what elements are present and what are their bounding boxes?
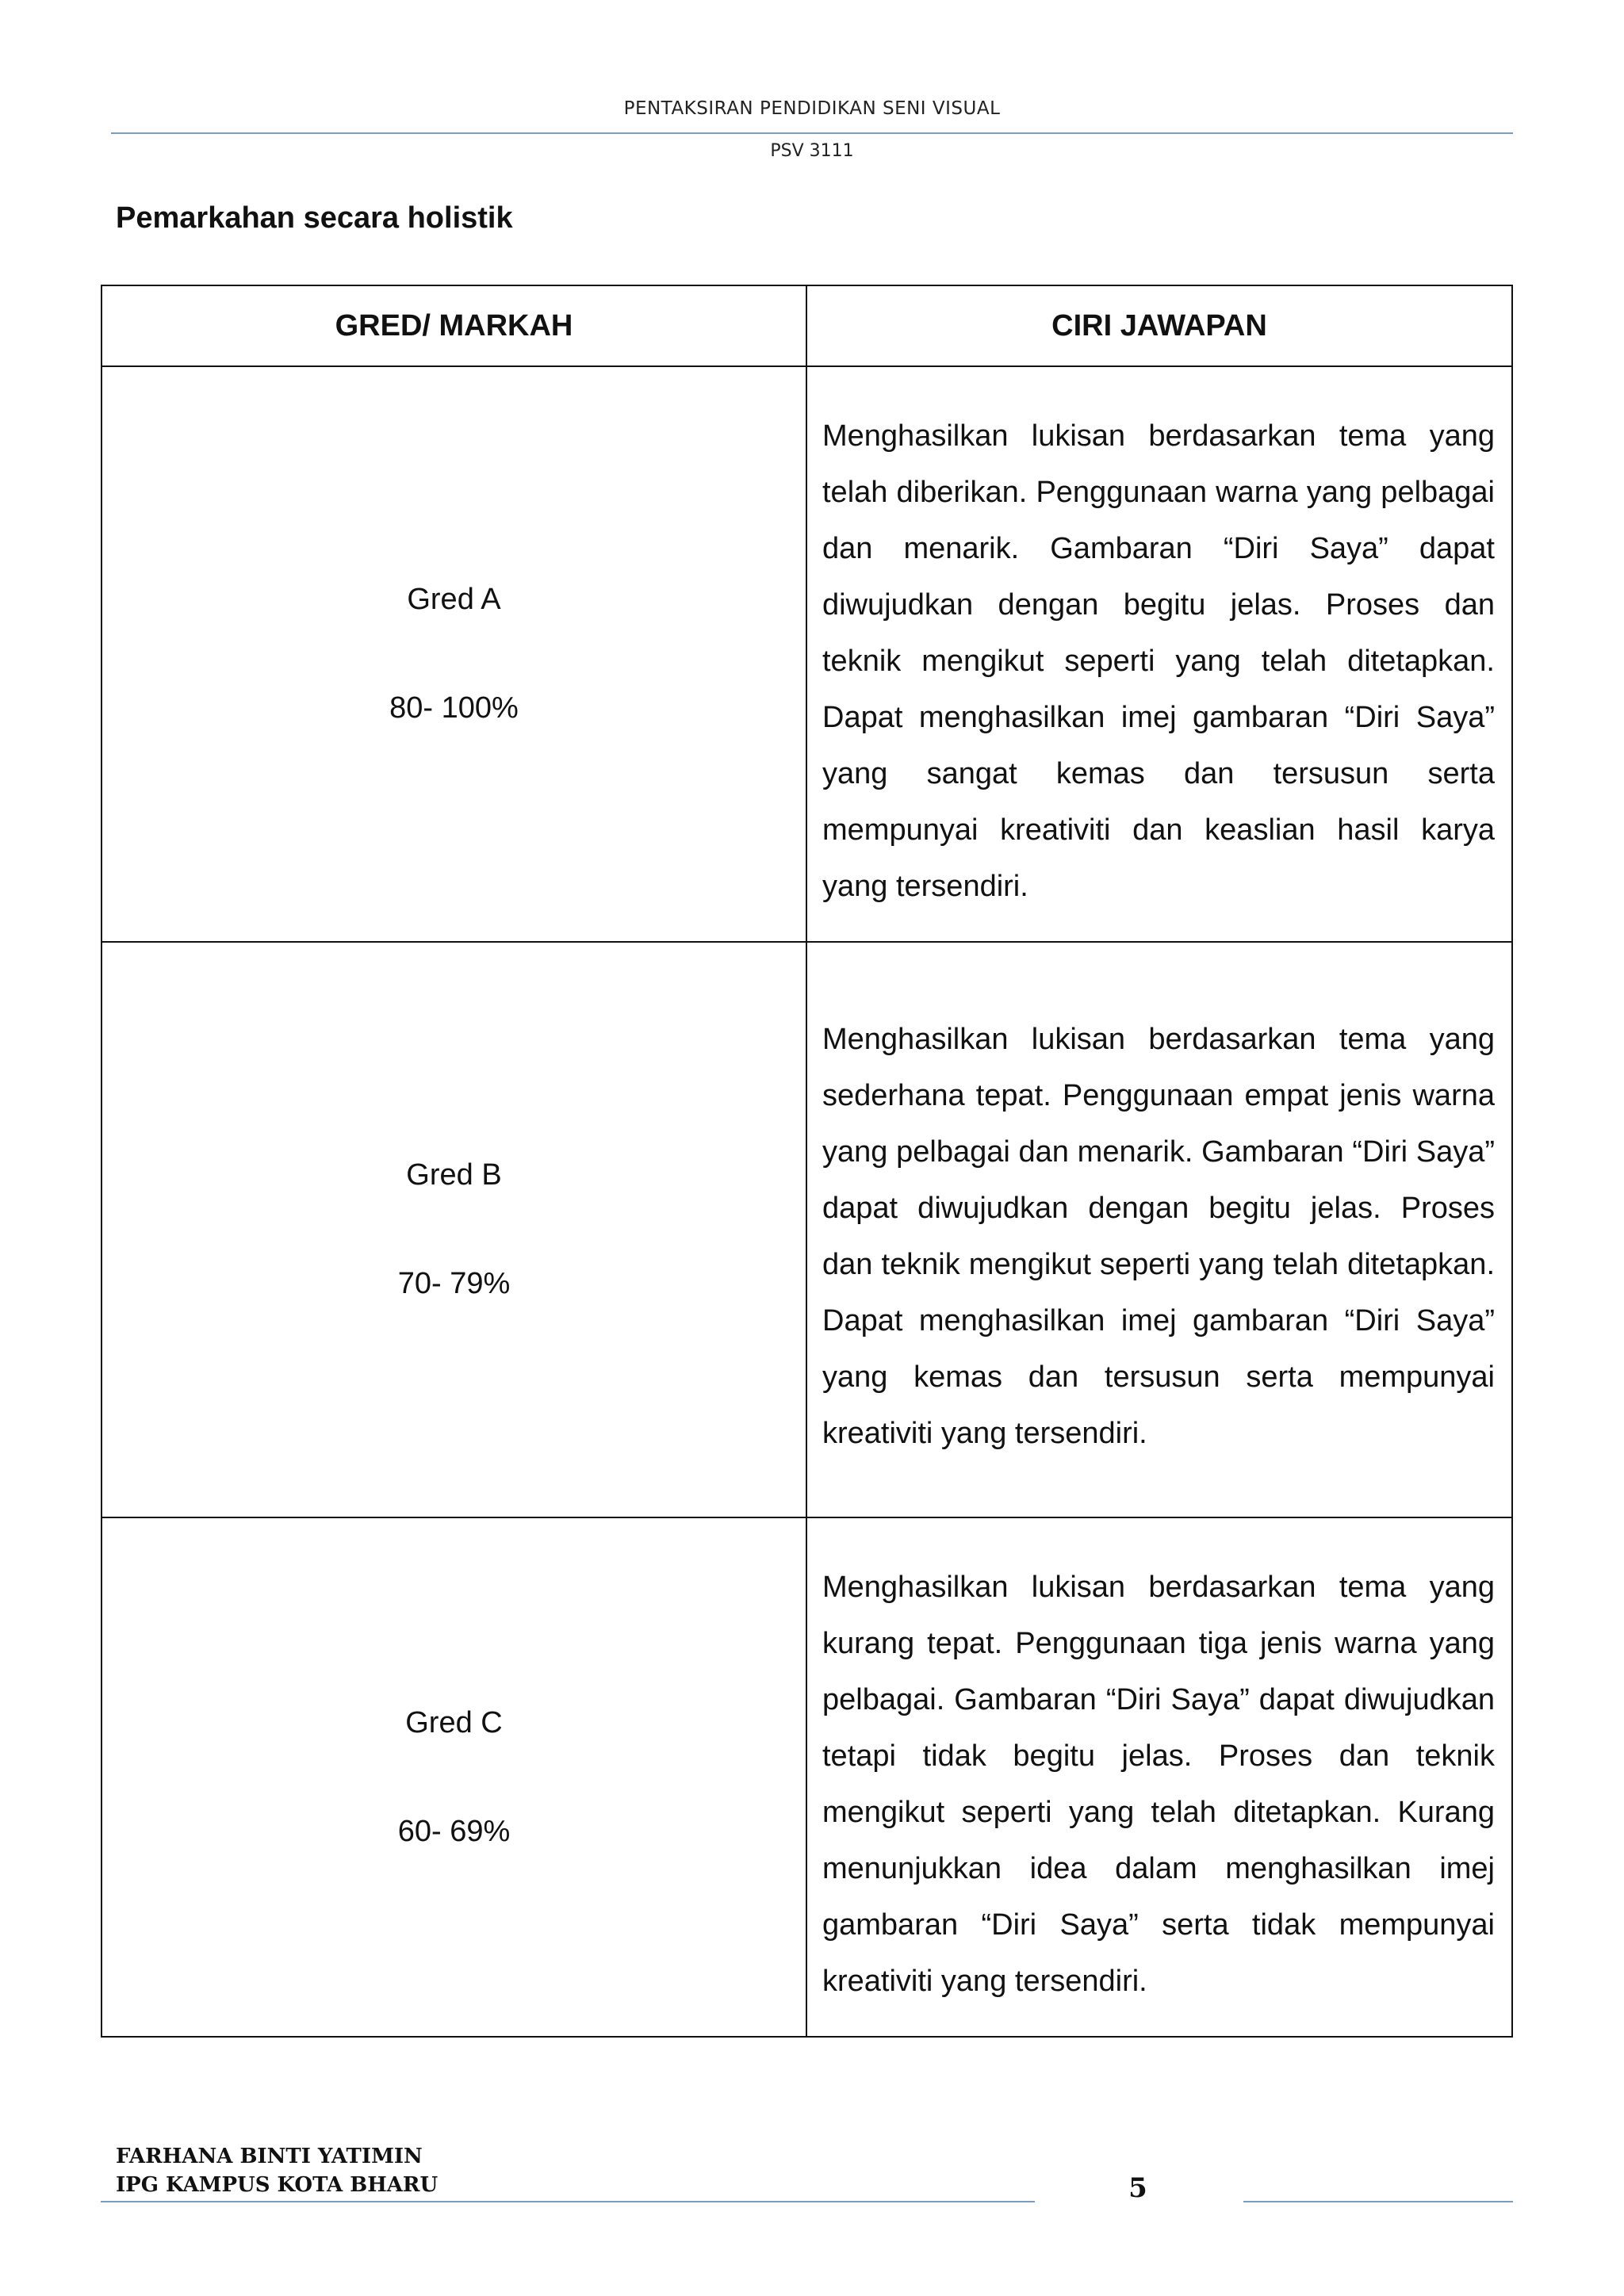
grading-rubric-table — [101, 285, 1513, 2038]
grade-cell — [102, 942, 806, 1517]
footer-author-block — [116, 2142, 438, 2199]
grade-range: 70- 79% — [397, 1267, 511, 1300]
criteria-description: Menghasilkan lukisan berdasarkan tema yang sederhana tepat. Penggunaan empat jenis warna yang pelbagai dan menarik. Gambaran “Diri Saya” dapat diwujudkan dengan begitu jelas. Proses dan teknik mengikut seperti yang telah ditetapkan. Dapat menghasilkan imej gambaran “Diri Saya” yang kemas dan tersusun serta mempunyai kreativiti yang tersendiri. — [806, 942, 1512, 1517]
header-divider — [111, 132, 1513, 134]
footer-divider-right — [1243, 2201, 1513, 2202]
course-code: PSV 3111 — [770, 141, 854, 161]
page-number: 5 — [1128, 2172, 1147, 2204]
grade-cell — [102, 1517, 806, 2037]
column-header-criteria: CIRI JAWAPAN — [806, 285, 1512, 366]
grade-range: 60- 69% — [397, 1814, 511, 1848]
institution-name: IPG KAMPUS KOTA BHARU — [116, 2173, 439, 2197]
grade-label: Gred C — [405, 1705, 503, 1739]
table-row — [102, 366, 1512, 942]
grade-cell — [102, 366, 806, 942]
table-row — [102, 942, 1512, 1517]
header-title: PENTAKSIRAN PENDIDIKAN SENI VISUAL — [623, 98, 1001, 119]
grade-range: 80- 100% — [389, 691, 519, 725]
table-row — [102, 1517, 1512, 2037]
grade-label: Gred B — [406, 1158, 502, 1192]
author-name: FARHANA BINTI YATIMIN — [116, 2145, 423, 2168]
table-header-row — [102, 285, 1512, 366]
footer-divider-left — [101, 2201, 1035, 2202]
criteria-description: Menghasilkan lukisan berdasarkan tema yang telah diberikan. Penggunaan warna yang pelbagai dan menarik. Gambaran “Diri Saya” dapat diwujudkan dengan begitu jelas. Proses dan teknik mengikut seperti yang telah ditetapkan. Dapat menghasilkan imej gambaran “Diri Saya” yang sangat kemas dan tersusun serta mempunyai kreativiti dan keaslian hasil karya yang tersendiri. — [806, 366, 1512, 942]
column-header-grade: GRED/ MARKAH — [102, 285, 806, 366]
criteria-description: Menghasilkan lukisan berdasarkan tema yang kurang tepat. Penggunaan tiga jenis warna yang pelbagai. Gambaran “Diri Saya” dapat diwujudkan tetapi tidak begitu jelas. Proses dan teknik mengikut seperti yang telah ditetapkan. Kurang menunjukkan idea dalam menghasilkan imej gambaran “Diri Saya” serta tidak mempunyai kreativiti yang tersendiri. — [806, 1517, 1512, 2037]
grade-label: Gred A — [407, 583, 501, 616]
section-heading: Pemarkahan secara holistik — [116, 201, 513, 235]
